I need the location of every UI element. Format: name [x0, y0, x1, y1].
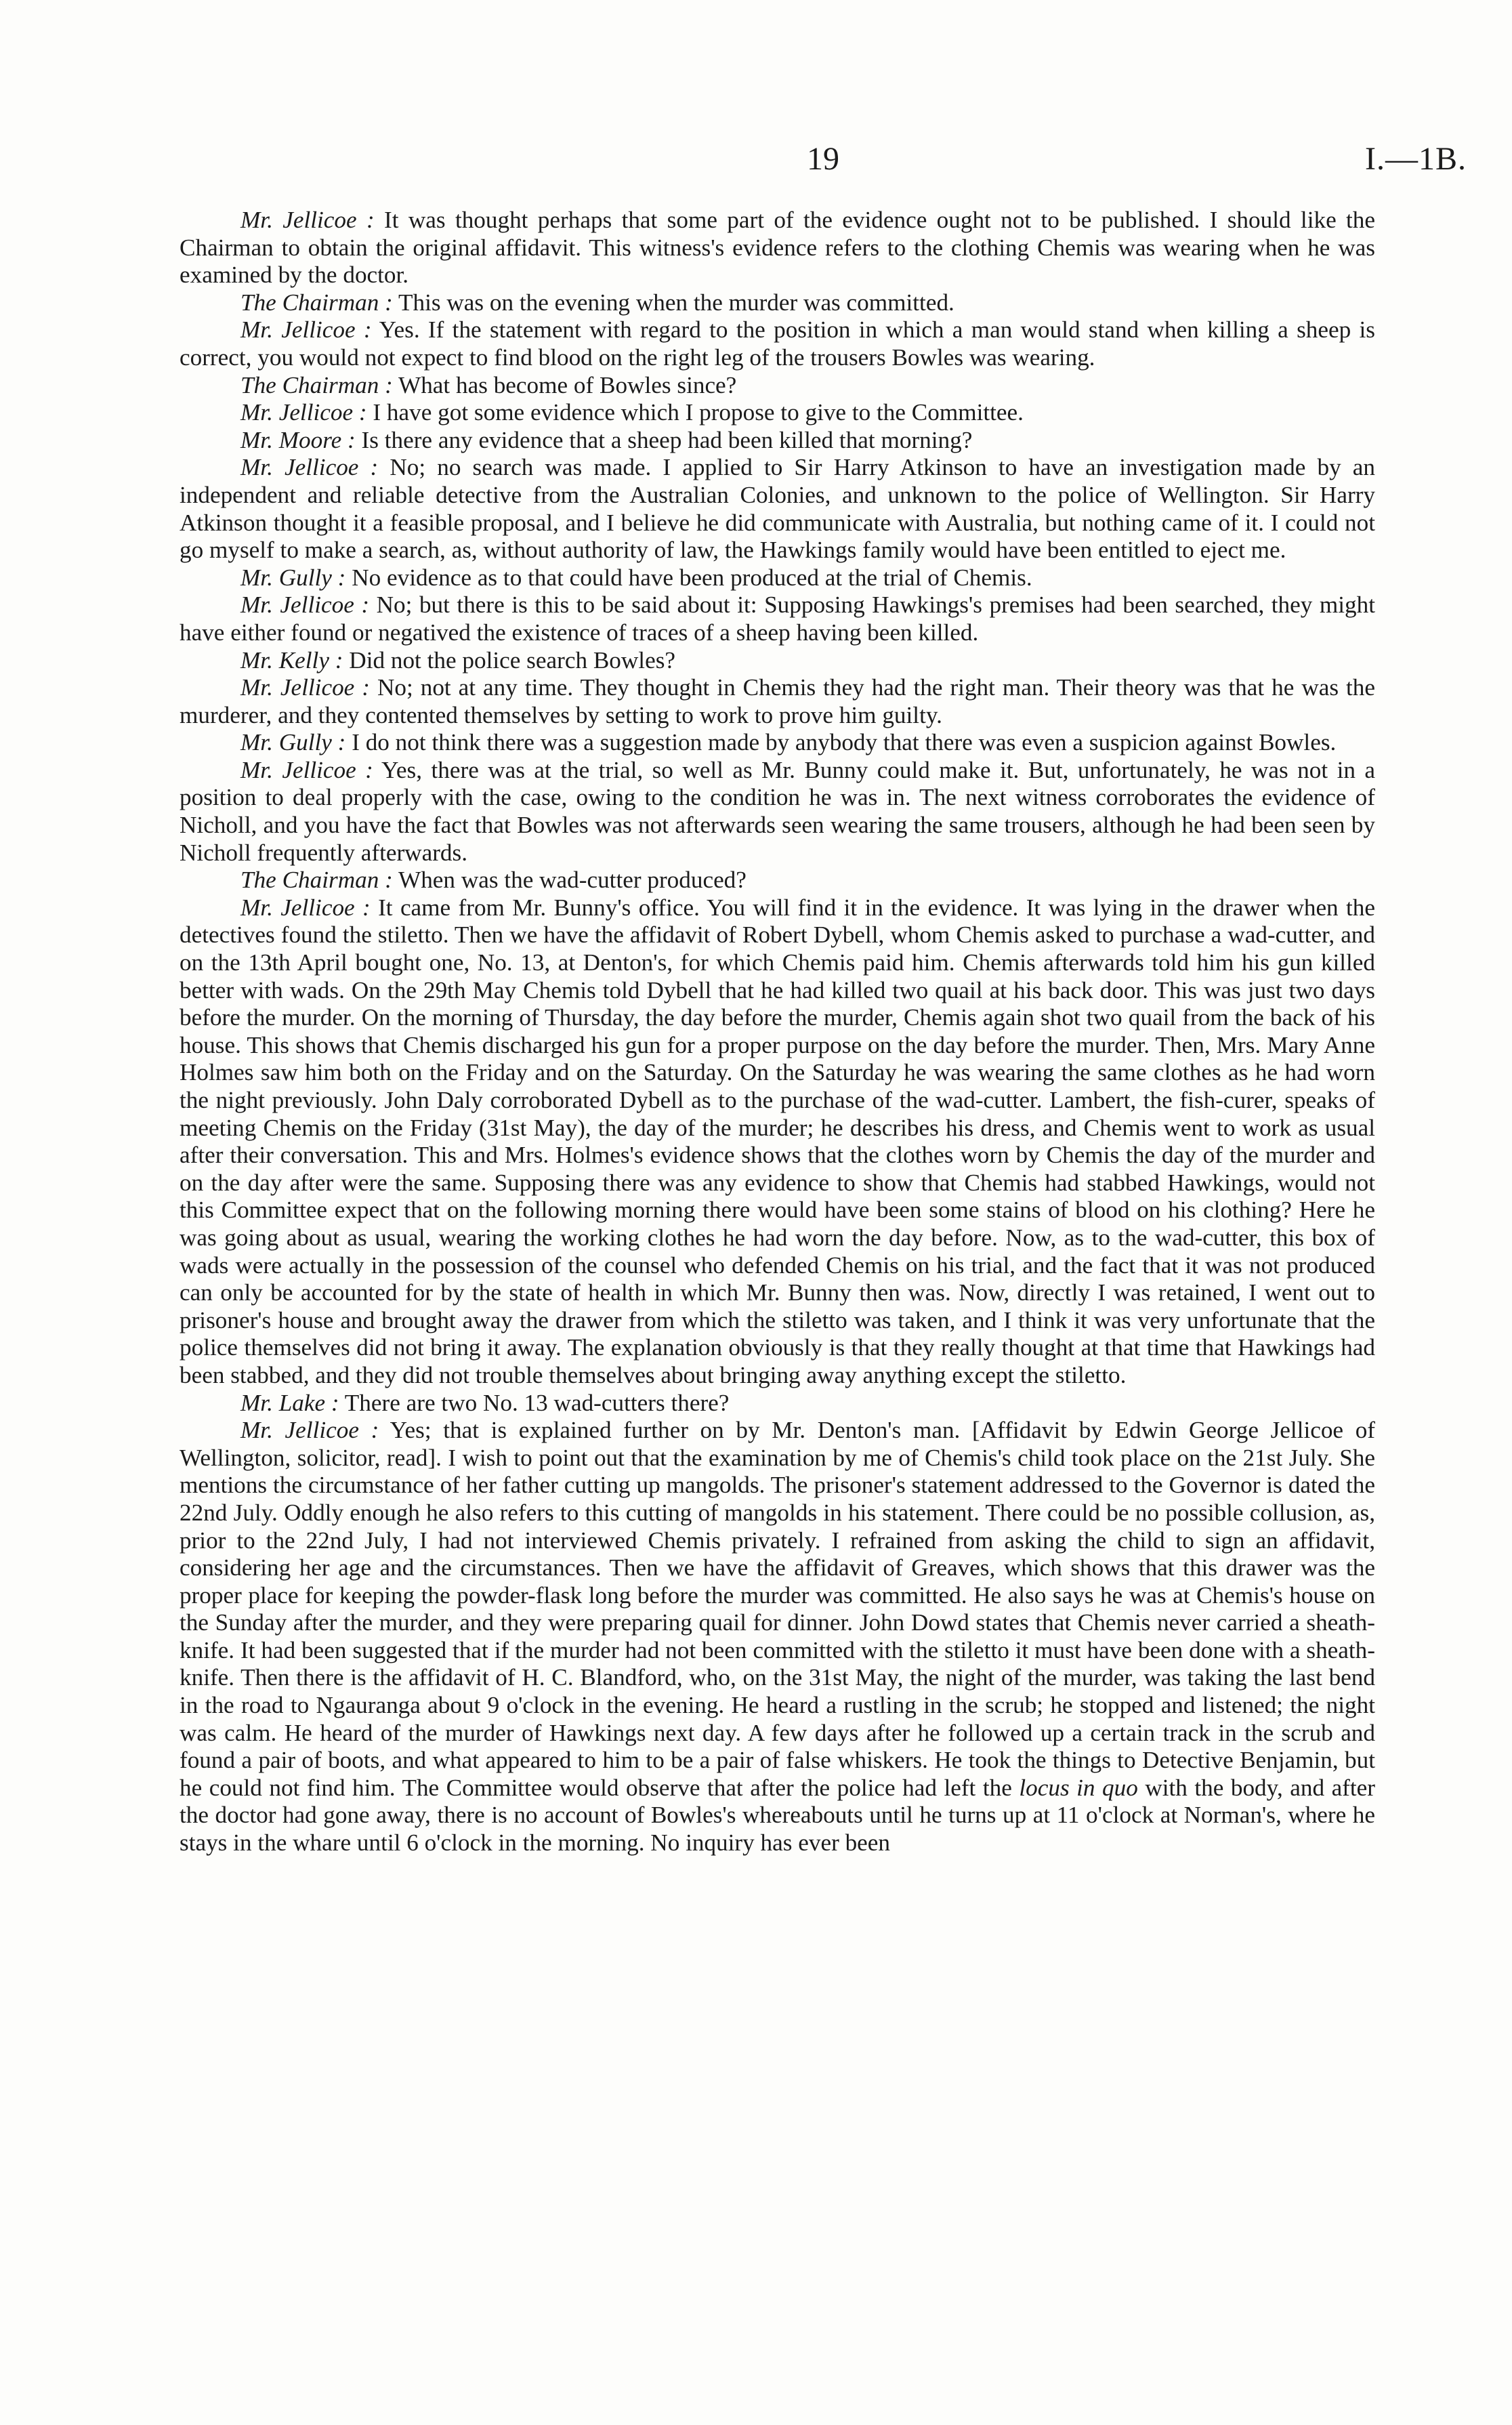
- speaker-name: Mr. Lake :: [240, 1389, 339, 1416]
- speaker-name: Mr. Jellicoe :: [240, 399, 367, 426]
- paragraph: [180, 757, 1375, 867]
- speaker-name: Mr. Jellicoe :: [240, 454, 379, 481]
- paragraph-text-continued: with the body, and after the doctor had gone away, there is no account of Bowles's whereabouts until he turns up at 11 o'clock at Norman's, where he stays in the whare until 6 o'clock in the morning. No inquiry has ever been: [180, 1774, 1376, 1857]
- paragraph: [180, 454, 1375, 564]
- paragraph-text: When was the wad-cutter produced?: [398, 867, 747, 894]
- speaker-name: Mr. Jellicoe :: [240, 756, 373, 783]
- paragraph-text: What has become of Bowles since?: [398, 371, 737, 398]
- paragraph: [180, 647, 1375, 675]
- page-header: [180, 139, 1467, 180]
- document-reference: I.—1B.: [1365, 141, 1467, 177]
- page-number: 19: [807, 141, 839, 177]
- speaker-name: The Chairman :: [240, 867, 393, 894]
- latin-phrase: locus in quo: [1019, 1774, 1138, 1801]
- paragraph-text: I do not think there was a suggestion made by anybody that there was even a suspicion against Bowles.: [352, 729, 1337, 756]
- paragraph-text: Yes. If the statement with regard to the position in which a man would stand when killing a sheep is correct, you would not expect to find blood on the right leg of the trousers Bowles was wearing.: [180, 316, 1375, 371]
- paragraph-text: No; but there is this to be said about it: Supposing Hawkings's premises had been searched, they might have either found or negatived the existence of traces of a sheep having been killed.: [180, 592, 1376, 646]
- paragraph-text: It was thought perhaps that some part of the evidence ought not to be published. I should like the Chairman to obtain the original affidavit. This witness's evidence refers to the clothing Chemis was wearing when he was examined by the doctor.: [180, 207, 1376, 289]
- paragraph-text: This was on the evening when the murder was committed.: [398, 289, 954, 316]
- paragraph: [180, 564, 1375, 592]
- speaker-name: Mr. Jellicoe :: [240, 894, 371, 921]
- paragraph-text: Did not the police search Bowles?: [349, 646, 676, 673]
- paragraph: [180, 729, 1375, 757]
- paragraph-text: Yes; that is explained further on by Mr. Denton's man. [Affidavit by Edwin George Jellicoe of Wellington, solicitor, read]. I wish to point out that the examination by me of Chemis's child took place on the 21st July. She mentions the circumstance of her father cutting up mangolds. The prisoner's statement addressed to the Governor is dated the 22nd July. Oddly enough he also refers to this cutting of mangolds in his statement. There could be no possible collusion, as, prior to the 22nd July, I had not interviewed Chemis privately. I refrained from asking the child to sign an affidavit, considering her age and the circumstances. Then we have the affidavit of Greaves, which shows that this drawer was the proper place for keeping the powder-flask long before the murder was committed. He also says he was at Chemis's house on the Sunday after the murder, and they were preparing quail for dinner. John Dowd states that Chemis never carried a sheath-knife. It had been suggested that if the murder had not been committed with the stiletto it must have been done with a sheath-knife. Then there is the affidavit of H. C. Blandford, who, on the 31st May, the night of the murder, was taking the last bend in the road to Ngauranga about 9 o'clock in the evening. He heard a rustling in the scrub; he stopped and listened; the night was calm. He heard of the murder of Hawkings next day. A few days after he followed up a certain track in the scrub and found a pair of boots, and what appeared to him to be a pair of false whiskers. He took the things to Detective Benjamin, but he could not find him. The Committee would observe that after the police had left the: [180, 1417, 1375, 1801]
- speaker-name: Mr. Jellicoe :: [240, 592, 370, 619]
- speaker-name: The Chairman :: [240, 289, 393, 316]
- paragraph-text: No evidence as to that could have been produced at the trial of Chemis.: [352, 564, 1032, 591]
- paragraph: [180, 316, 1375, 371]
- paragraph: [180, 867, 1375, 894]
- speaker-name: Mr. Jellicoe :: [240, 207, 375, 233]
- speaker-name: Mr. Moore :: [240, 426, 356, 453]
- paragraph-text: Is there any evidence that a sheep had been killed that morning?: [361, 426, 973, 453]
- paragraph: [180, 372, 1375, 400]
- paragraph: [180, 894, 1375, 1390]
- speaker-name: The Chairman :: [240, 371, 393, 398]
- paragraph: [180, 427, 1375, 455]
- paragraph: [180, 1390, 1375, 1417]
- speaker-name: Mr. Jellicoe :: [240, 316, 372, 344]
- speaker-name: Mr. Jellicoe :: [240, 674, 370, 701]
- speaker-name: Mr. Jellicoe :: [240, 1417, 379, 1444]
- speaker-name: Mr. Gully :: [240, 564, 346, 591]
- speaker-name: Mr. Kelly :: [240, 646, 343, 673]
- speaker-name: Mr. Gully :: [240, 729, 346, 756]
- paragraph-text: It came from Mr. Bunny's office. You will find it in the evidence. It was lying in the drawer when the detectives found the stiletto. Then we have the affidavit of Robert Dybell, whom Chemis asked to purchase a wad-cutter, and on the 13th April bought one, No. 13, at Denton's, for which Chemis paid him. Chemis afterwards told him his gun killed better with wads. On the 29th May Chemis told Dybell that he had killed two quail at his back door. This was just two days before the murder. On the morning of Thursday, the day before the murder, Chemis again shot two quail from the back of his house. This shows that Chemis discharged his gun for a proper purpose on the day before the murder. Then, Mrs. Mary Anne Holmes saw him both on the Friday and on the Saturday. On the Saturday he was wearing the same clothes as he had worn the night previously. John Daly corroborated Dybell as to the purchase of the wad-cutter. Lambert, the fish-curer, speaks of meeting Chemis on the Friday (31st May), the day of the murder; he describes his dress, and Chemis went to work as usual after their conversation. This and Mrs. Holmes's evidence shows that the clothes worn by Chemis the day of the murder and on the day after were the same. Supposing there was any evidence to show that Chemis had stabbed Hawkings, would not this Committee expect that on the following morning there would have been some stains of blood on his clothing? Here he was going about as usual, wearing the working clothes he had worn the day before. Now, as to the wad-cutter, this box of wads were actually in the possession of the counsel who defended Chemis on his trial, and the fact that it was not produced can only be accounted for by the state of health in which Mr. Bunny then was. Now, directly I was retained, I went out to prisoner's house and brought away the drawer from which the stiletto was taken, and I think it was very unfortunate that the police themselves did not bring it away. The explanation obviously is that they really thought at that time that Hawkings had been stabbed, and they did not trouble themselves about bringing away anything except the stiletto.: [180, 894, 1375, 1388]
- paragraph: [180, 289, 1375, 317]
- paragraph: [180, 399, 1375, 427]
- paragraph: [180, 592, 1375, 646]
- paragraph-text: No; not at any time. They thought in Chemis they had the right man. Their theory was that he was the murderer, and they contented themselves by setting to work to prove him guilty.: [180, 674, 1376, 728]
- paragraph-text: There are two No. 13 wad-cutters there?: [344, 1389, 730, 1416]
- paragraph: [180, 674, 1375, 729]
- paragraph-text: Yes, there was at the trial, so well as Mr. Bunny could make it. But, unfortunately, he was not in a position to deal properly with the case, owing to the condition he was in. The next witness corroborates the evidence of Nicholl, and you have the fact that Bowles was not afterwards seen wearing the same trousers, although he had been seen by Nicholl frequently afterwards.: [180, 756, 1375, 866]
- paragraph: [180, 1417, 1375, 1857]
- paragraph-text: I have got some evidence which I propose to give to the Committee.: [373, 399, 1024, 426]
- body-text: [180, 207, 1375, 1857]
- paragraph-text: No; no search was made. I applied to Sir Harry Atkinson to have an investigation made by an independent and reliable detective from the Australian Colonies, and unknown to the police of Wellington. Sir Harry Atkinson thought it a feasible proposal, and I believe he did communicate with Australia, but nothing came of it. I could not go myself to make a search, as, without authority of law, the Hawkings family would have been entitled to eject me.: [180, 454, 1375, 564]
- paragraph: [180, 207, 1375, 289]
